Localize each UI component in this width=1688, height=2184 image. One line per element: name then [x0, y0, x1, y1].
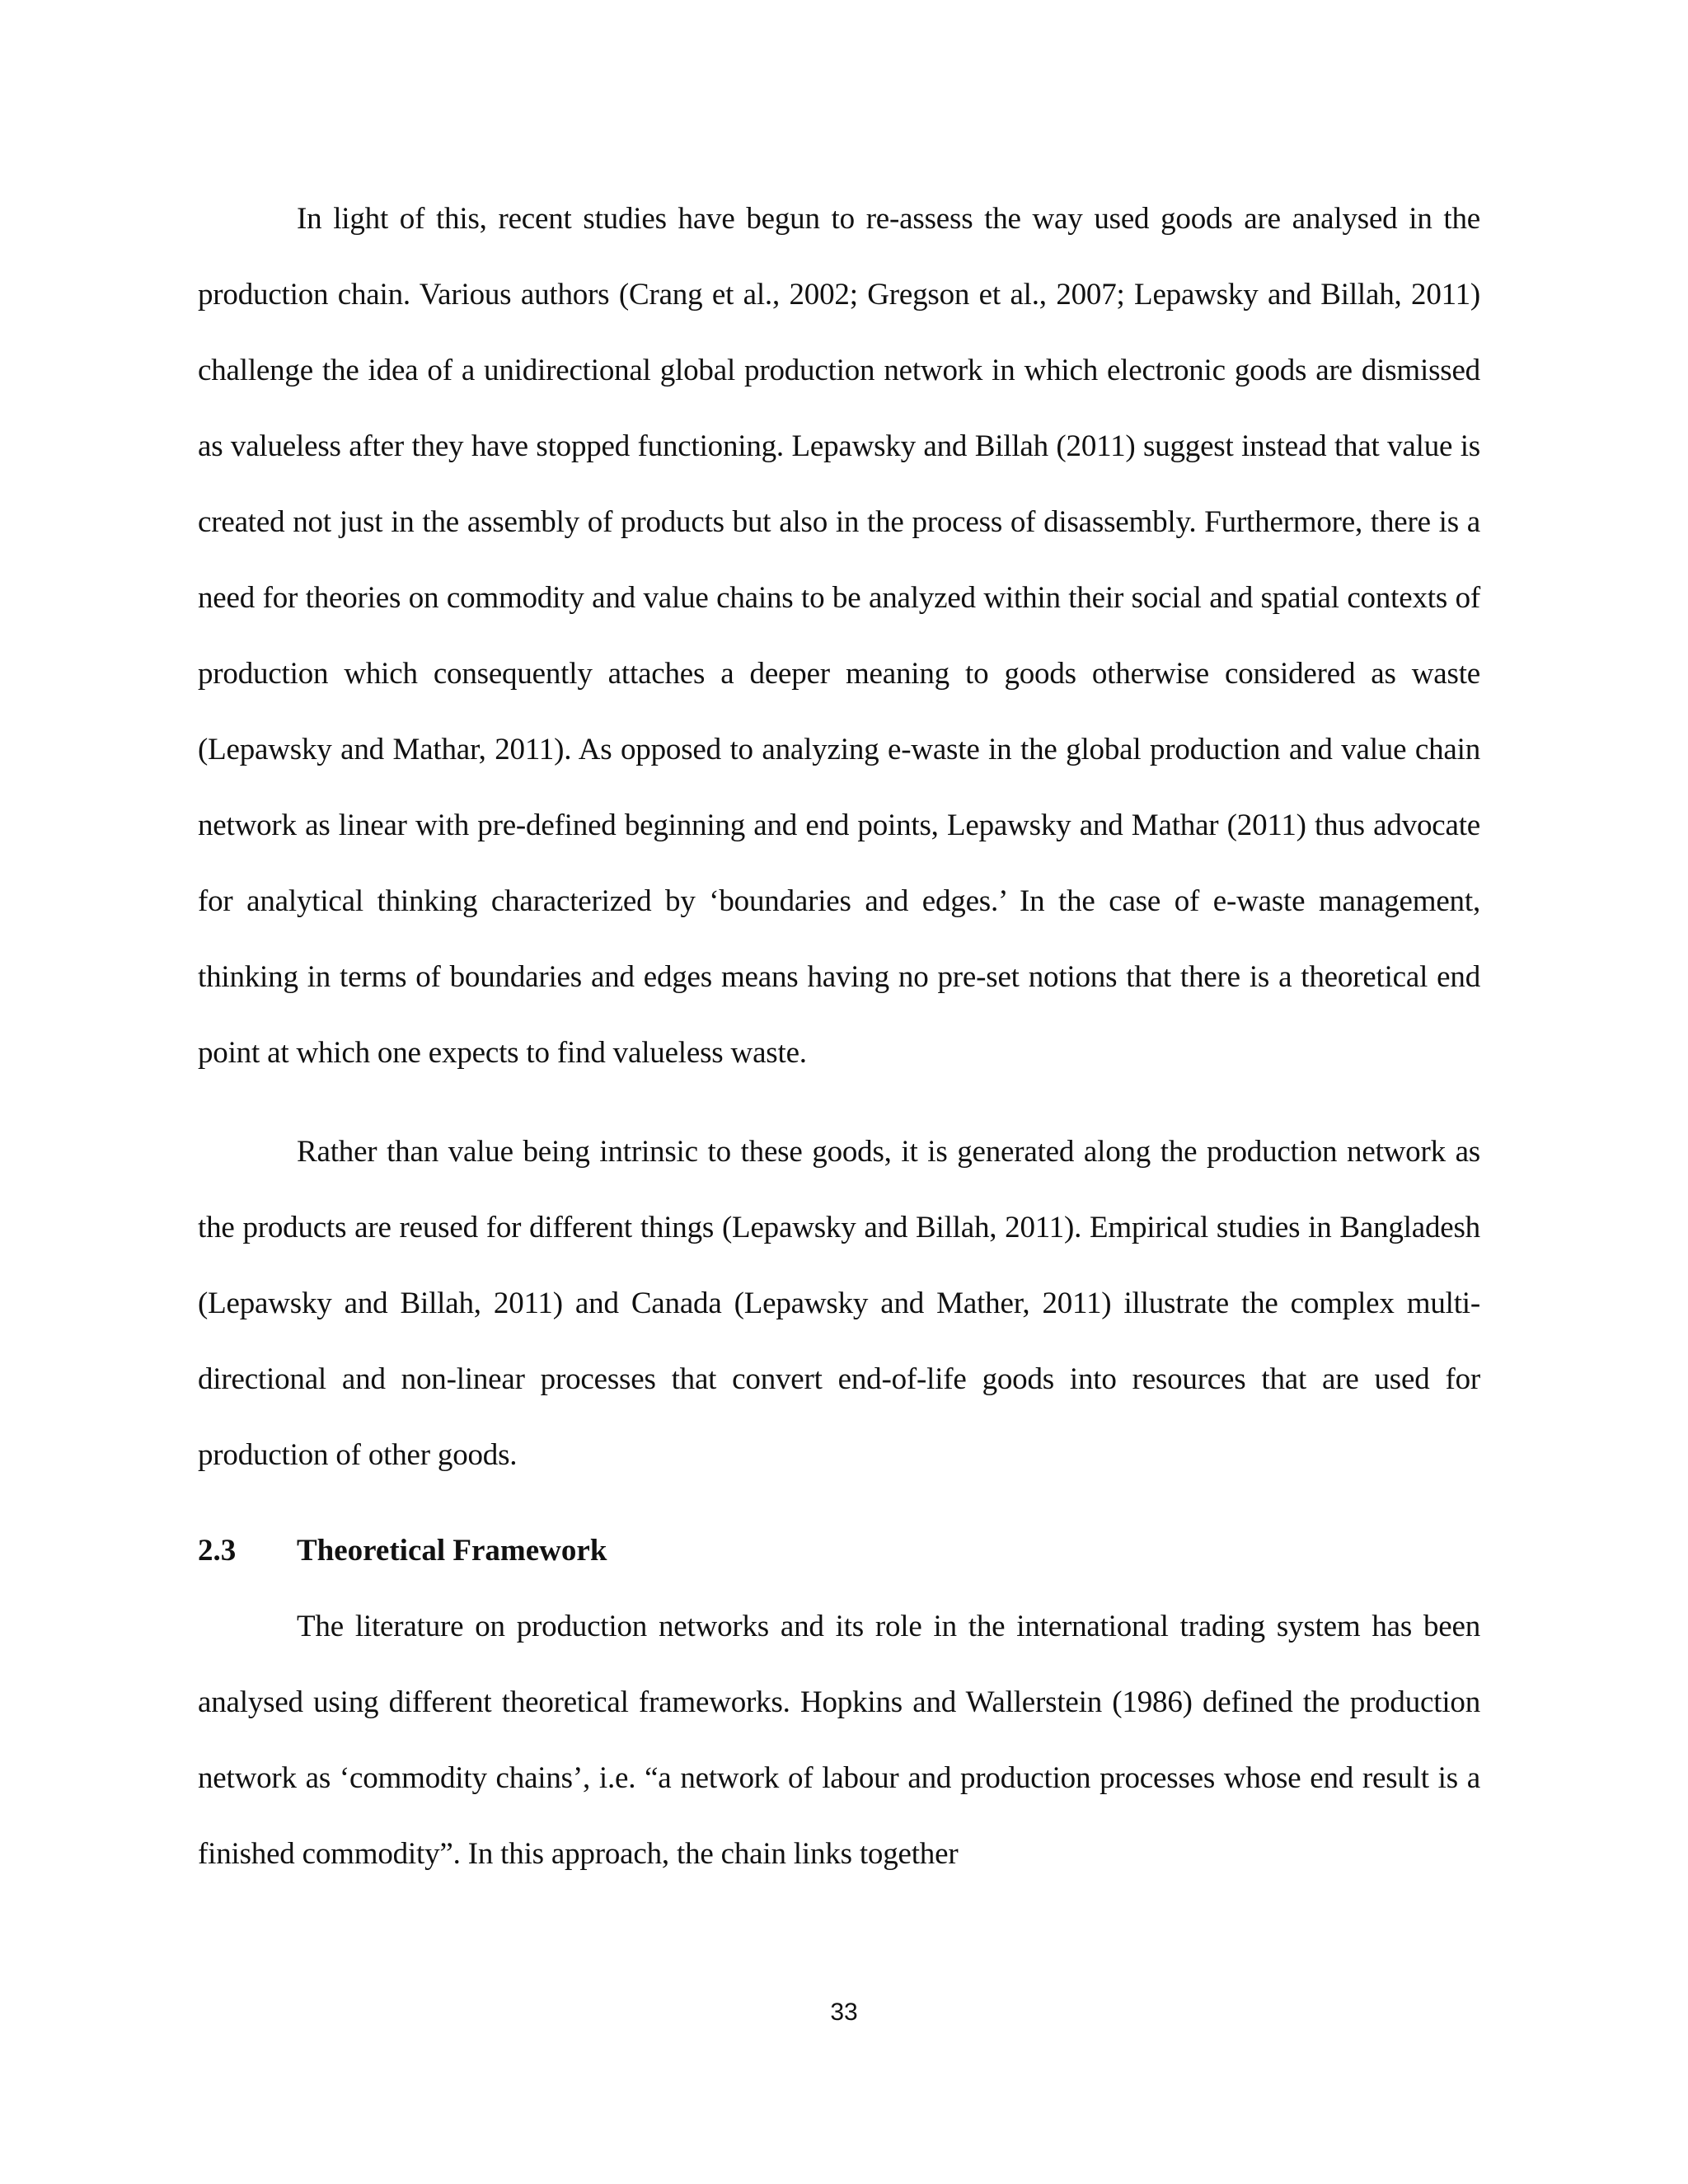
section-number: 2.3 [198, 1534, 237, 1568]
section-title: Theoretical Framework [297, 1534, 607, 1568]
page-number: 33 [830, 1999, 858, 2026]
paragraph-value-generation: Rather than value being intrinsic to these goods, it is generated along the production network as the products are reused for different things (Lepawsky and Billah, 2011). Empirical studies in Bangladesh (Lepawsky and Billah, 2011) and Canada (Lepawsky and Mather, 2011) illustrate the complex multi-directional and non-linear processes that convert end-of-life goods into resources that are used for production of other goods. [198, 1135, 1480, 1472]
paragraph-reassess-used-goods: In light of this, recent studies have begun to re-assess the way used goods are analysed in the production chain. Various authors (Crang et al., 2002; Gregson et al., 2007; Lepawsky and Billah, 2011) challenge the idea of a unidirectional global production network in which electronic goods are dismissed as valueless after they have stopped functioning. Lepawsky and Billah (2011) suggest instead that value is created not just in the assembly of products but also in the process of disassembly. Furthermore, there is a need for theories on commodity and value chains to be analyzed within their social and spatial contexts of production which consequently attaches a deeper meaning to goods otherwise considered as waste (Lepawsky and Mathar, 2011). As opposed to analyzing e-waste in the global production and value chain network as linear with pre-defined beginning and end points, Lepawsky and Mathar (2011) thus advocate for analytical thinking characterized by ‘boundaries and edges.’ In the case of e-waste management, thinking in terms of boundaries and edges means having no pre-set notions that there is a theoretical end point at which one expects to find valueless waste. [198, 202, 1480, 1070]
document-body [198, 181, 1480, 1892]
paragraph-theoretical-framework: The literature on production networks and its role in the international trading system has been analysed using different theoretical frameworks. Hopkins and Wallerstein (1986) defined the production network as ‘commodity chains’, i.e. “a network of labour and production processes whose end result is a finished commodity”. In this approach, the chain links together [198, 1610, 1480, 1871]
section-heading [198, 1513, 1480, 1589]
